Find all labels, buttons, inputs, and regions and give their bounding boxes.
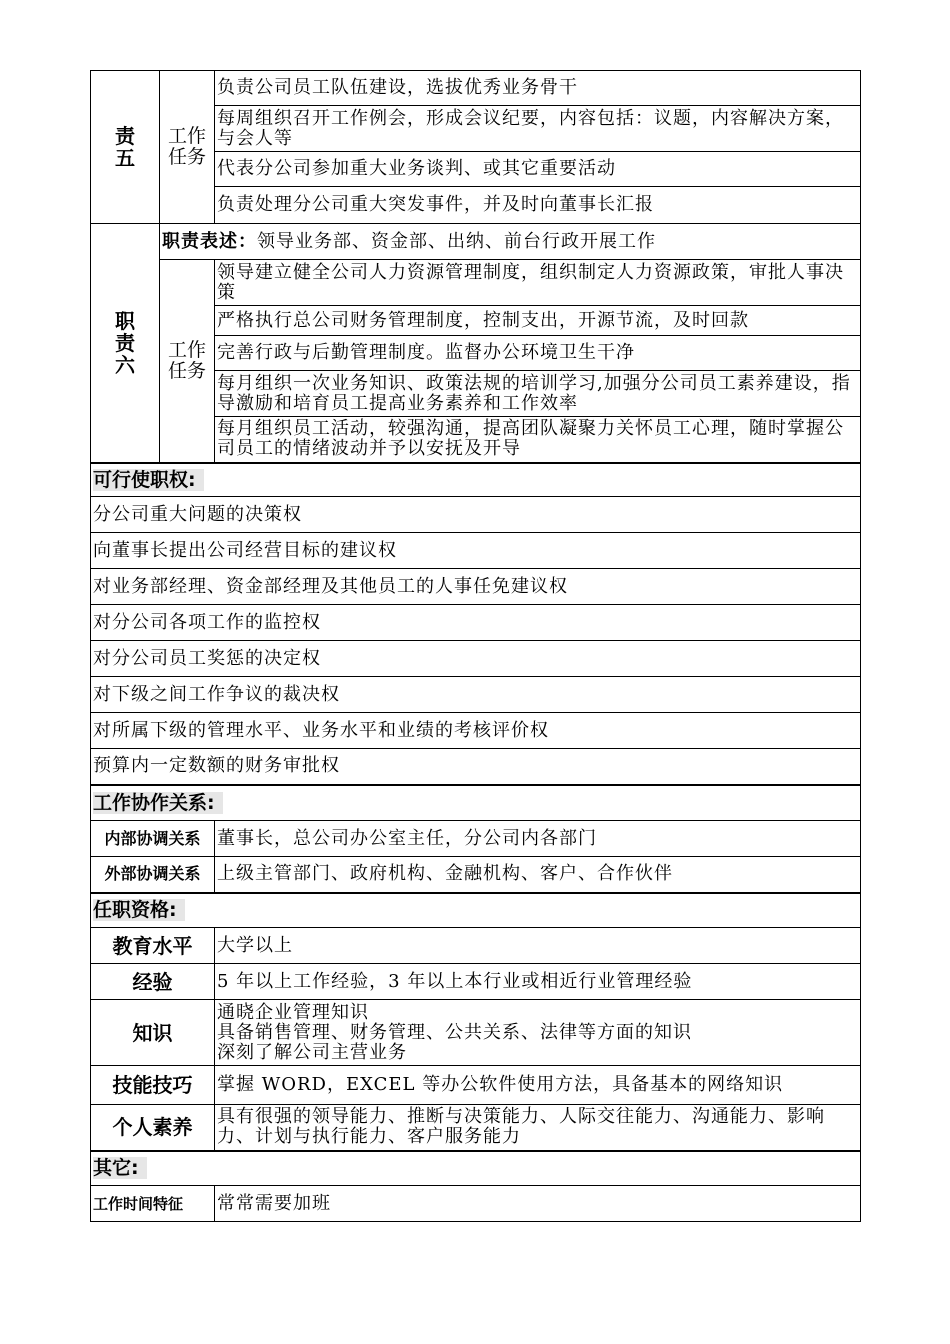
skills-value: 掌握 WORD，EXCEL 等办公软件使用方法，具备基本的网络知识 <box>215 1066 861 1105</box>
authority-item: 对所属下级的管理水平、业务水平和业绩的考核评价权 <box>91 713 861 749</box>
duty5-task-label-cell <box>160 71 215 224</box>
personal-quality-value: 具有很强的领导能力、推断与决策能力、人际交往能力、沟通能力、影响力、计划与执行能力、客户服务能力 <box>215 1105 861 1151</box>
other-heading: 其它: <box>93 1157 147 1179</box>
duty6-task-2: 严格执行总公司财务管理制度，控制支出，开源节流，及时回款 <box>215 306 861 336</box>
internal-coordination-label: 内部协调关系 <box>91 821 215 857</box>
internal-coordination-value: 董事长，总公司办公室主任，分公司内各部门 <box>215 821 861 857</box>
authority-item: 预算内一定数额的财务审批权 <box>91 749 861 785</box>
external-coordination-label: 外部协调关系 <box>91 857 215 893</box>
duty5-label: 责五 <box>115 124 135 170</box>
education-value: 大学以上 <box>215 928 861 964</box>
education-label: 教育水平 <box>91 928 215 964</box>
authority-item: 对业务部经理、资金部经理及其他员工的人事任免建议权 <box>91 569 861 605</box>
duty6-desc-cell <box>160 224 861 260</box>
qualification-heading: 任职资格: <box>93 899 185 921</box>
authority-item: 对下级之间工作争议的裁决权 <box>91 677 861 713</box>
qualification-heading-cell <box>91 893 861 928</box>
duty6-desc-text: 领导业务部、资金部、出纳、前台行政开展工作 <box>257 230 656 252</box>
duty5-task-4: 负责处理分公司重大突发事件，并及时向董事长汇报 <box>215 187 861 224</box>
skills-label: 技能技巧 <box>91 1066 215 1105</box>
job-description-sheet <box>90 70 860 1222</box>
duty6-task-3: 完善行政与后勤管理制度。监督办公环境卫生干净 <box>215 336 861 371</box>
duty6-task-1: 领导建立健全公司人力资源管理制度，组织制定人力资源政策，审批人事决策 <box>215 260 861 306</box>
experience-label: 经验 <box>91 964 215 1000</box>
duty5-task-label: 工作任务 <box>167 125 206 168</box>
worktime-label: 工作时间特征 <box>91 1186 215 1222</box>
duty6-label-cell <box>91 224 160 463</box>
knowledge-line: 具备销售管理、财务管理、公共关系、法律等方面的知识 <box>217 1021 692 1043</box>
authority-heading: 可行使职权: <box>93 469 204 491</box>
authority-heading-cell <box>91 463 861 497</box>
cooperation-heading-cell <box>91 785 861 821</box>
duty6-label: 职责六 <box>115 308 135 377</box>
experience-value: 5 年以上工作经验，3 年以上本行业或相近行业管理经验 <box>215 964 861 1000</box>
authority-item: 对分公司员工奖惩的决定权 <box>91 641 861 677</box>
duty5-task-1: 负责公司员工队伍建设，选拔优秀业务骨干 <box>215 71 861 106</box>
knowledge-label: 知识 <box>91 1000 215 1066</box>
duty6-task-label: 工作任务 <box>167 338 206 382</box>
duty6-task-label-cell <box>160 260 215 463</box>
external-coordination-value: 上级主管部门、政府机构、金融机构、客户、合作伙伴 <box>215 857 861 893</box>
duty6-task-4: 每月组织一次业务知识、政策法规的培训学习,加强分公司员工素养建设，指导激励和培育员工提高业务素养和工作效率 <box>215 371 861 417</box>
authority-item: 向董事长提出公司经营目标的建议权 <box>91 533 861 569</box>
job-description-table <box>90 70 861 1222</box>
personal-quality-label: 个人素养 <box>91 1105 215 1151</box>
duty6-task-5: 每月组织员工活动，较强沟通，提高团队凝聚力关怀员工心理，随时掌握公司员工的情绪波动并予以安抚及开导 <box>215 417 861 463</box>
other-heading-cell <box>91 1151 861 1186</box>
authority-item: 分公司重大问题的决策权 <box>91 497 861 533</box>
duty5-label-cell <box>91 71 160 224</box>
duty6-desc-heading: 职责表述： <box>162 230 257 252</box>
duty5-task-3: 代表分公司参加重大业务谈判、或其它重要活动 <box>215 152 861 187</box>
worktime-value: 常常需要加班 <box>215 1186 861 1222</box>
knowledge-line: 通晓企业管理知识 <box>217 1001 369 1023</box>
knowledge-line: 深刻了解公司主营业务 <box>217 1041 407 1063</box>
knowledge-value <box>215 1000 861 1066</box>
duty5-task-2: 每周组织召开工作例会，形成会议纪要，内容包括：议题，内容解决方案，与会人等 <box>215 106 861 152</box>
cooperation-heading: 工作协作关系: <box>93 792 223 814</box>
authority-item: 对分公司各项工作的监控权 <box>91 605 861 641</box>
